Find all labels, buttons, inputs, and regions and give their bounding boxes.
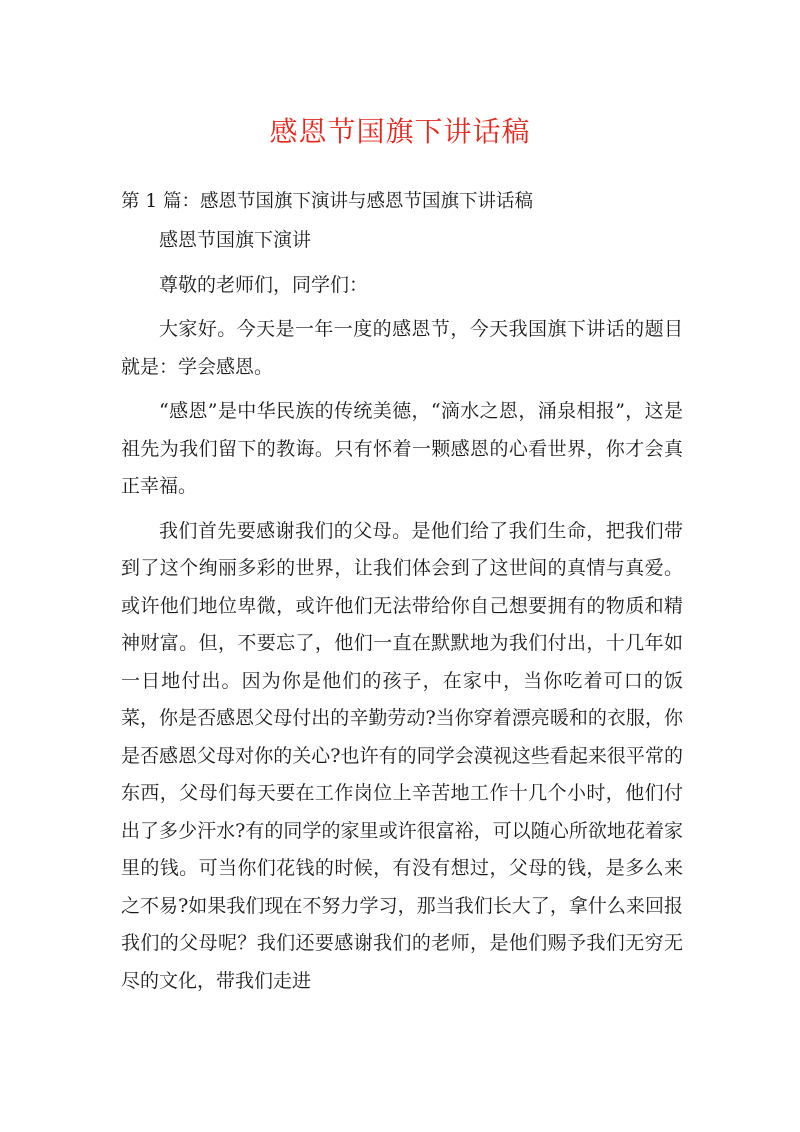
paragraph-greeting: 大家好。今天是一年一度的感恩节，今天我国旗下讲话的题目就是：学会感恩。: [121, 318, 683, 378]
paragraph-parents-teachers: 我们首先要感谢我们的父母。是他们给了我们生命，把我们带到了这个绚丽多彩的世界，让我们体会到了这世间的真情与真爱。或许他们地位卑微，或许他们无法带给你自己想要拥有的物质和精神财富。但，不要忘了，他们一直在默默地为我们付出，十几年如一日地付出。因为你是他们的孩子，在家中，当你吃着可口的饭菜，你是否感恩父母付出的辛勤劳动?当你穿着漂亮暖和的衣服，你是否感恩父母对你的关心?也许有的同学会漠视这些看起来很平常的东西，父母们每天要在工作岗位上辛苦地工作十几个小时，他们付出了多少汗水?有的同学的家里或许很富裕，可以随心所欲地花着家里的钱。可当你们花钱的时候，有没有想过，父母的钱，是多么来之不易?如果我们现在不努力学习，那当我们长大了，拿什么来回报我们的父母呢？我们还要感谢我们的老师，是他们赐予我们无穷无尽的文化，带我们走进: [121, 519, 683, 992]
document-title: 感恩节国旗下讲话稿: [269, 115, 531, 148]
document-body: [121, 184, 683, 1000]
section-heading: 第 1 篇：感恩节国旗下演讲与感恩节国旗下讲话稿: [121, 191, 534, 212]
paragraph-tradition: “感恩”是中华民族的传统美德，“滴水之恩，涌泉相报”，这是祖先为我们留下的教诲。只有怀着一颗感恩的心看世界，你才会真正幸福。: [121, 400, 683, 497]
speech-subtitle: 感恩节国旗下演讲: [159, 229, 312, 251]
salutation: 尊敬的老师们，同学们：: [159, 273, 369, 296]
